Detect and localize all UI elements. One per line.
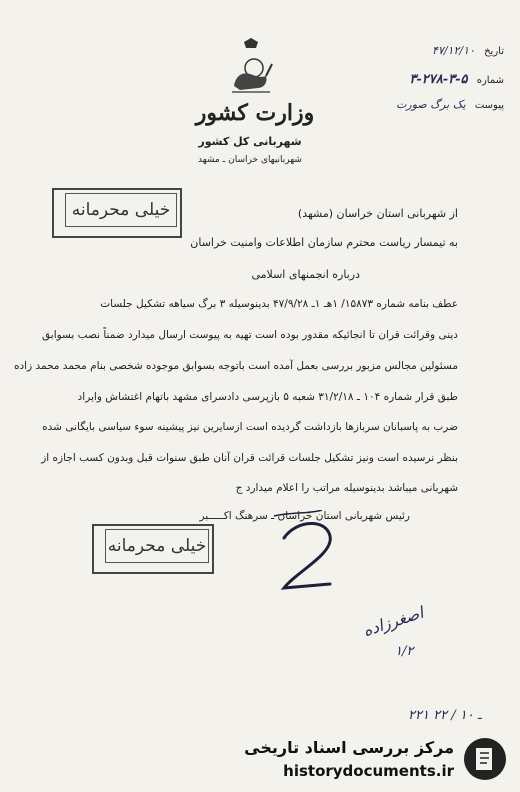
ministry-title: وزارت کشور [195,100,315,126]
handwritten-bottom-code: ۲۲۱ ـ ۱۰ / ۲۲ [408,708,482,723]
number-value: ۵-۳-۲۷۸-۳ [409,72,468,87]
body-line: بنظر نرسیده است ونیز تشکیل جلسات قرائت قران آنان طبق سنوات قبل وبدون کسب اجازه از [41,452,458,464]
watermark-title: مرکز بررسی اسناد تاریخی [244,738,454,757]
body-line: دینی وقرائت قران تا انجائیکه مقدور بوده است تهیه به پیوست ارسال میدارد ضمناً نصب بسوابق [42,329,458,341]
handwritten-note-date: ۱/۲ [395,644,414,659]
attachment-row [396,98,504,111]
lion-and-sun-emblem-icon [226,38,276,96]
number-row [409,72,504,87]
top-confidential-stamp [52,188,182,238]
to-line: به تیمسار ریاست محترم سازمان اطلاعات وامنیت خراسان [190,236,458,249]
handwritten-signature-icon [270,510,360,600]
body-line: طبق قرار شماره ۱۰۴ ـ ۳۱/۲/۱۸ شعبه ۵ بازپرسی دادسرای مشهد باتهام اغتشاش وایراد [77,391,458,403]
bottom-confidential-stamp [92,524,214,574]
from-line: از شهربانی استان خراسان (مشهد) [297,207,458,220]
ministry-division: شهربانیهای خراسان ـ مشهد [198,155,302,165]
date-row [432,44,504,57]
archive-logo-icon [462,734,508,784]
body-line: عطف بنامه شماره ۱۵۸۷۳/ ۱هـ ۱ـ ۴۷/۹/۲۸ بدینوسیله ۳ برگ سیاهه تشکیل جلسات [100,298,458,310]
number-label: شماره [476,75,504,86]
body-line: ضرب به پاسبانان سربازها بازداشت گردیده است ازسایرین نیز پیشینه سوء سیاسی بایگانی شده [42,421,458,433]
top-stamp-text: خیلی محرمانه [65,193,177,227]
attachment-label: پیوست [474,100,504,111]
signature-line: رئیس شهربانی استان خراسان ـ سرهنگ اکـــــبر [199,510,410,522]
body-line: مسئولین مجالس مزبور بررسی بعمل آمده است باتوجه بسوابق موجوده شخصی بنام محمد محمد زاده [13,360,458,372]
body-line: شهربانی میباشد بدینوسیله مراتب را اعلام میدارد ج [235,482,458,494]
date-value: ۴۷/۱۲/۱۰ [432,44,475,57]
watermark-url: historydocuments.ir [283,762,454,780]
attachment-value: یک برگ صورت [396,98,466,111]
bottom-stamp-text: خیلی محرمانه [105,529,209,563]
handwritten-note-name: اصغرزاده [360,602,426,641]
subject-line: درباره انجمنهای اسلامی [251,268,360,281]
date-label: تاریخ [484,46,504,57]
ministry-subtitle: شهربانی کل کشور [198,135,302,148]
